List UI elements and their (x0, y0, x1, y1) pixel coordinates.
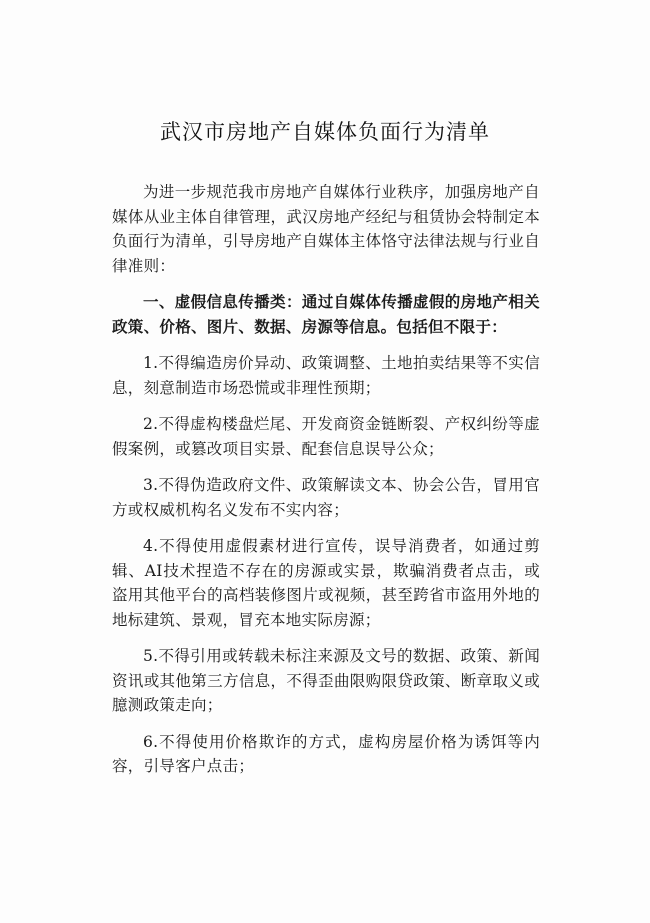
document-body (112, 180, 540, 791)
list-item: 1.不得编造房价异动、政策调整、土地拍卖结果等不实信息，刻意制造市场恐慌或非理性预期； (112, 354, 540, 397)
intro-paragraph: 为进一步规范我市房地产自媒体行业秩序，加强房地产自媒体从业主体自律管理，武汉房地产经纪与租赁协会特制定本负面行为清单，引导房地产自媒体主体恪守法律法规与行业自律准则： (112, 183, 540, 275)
list-item: 3.不得伪造政府文件、政策解读文本、协会公告，冒用官方或权威机构名义发布不实内容； (112, 476, 540, 519)
list-item: 5.不得引用或转载未标注来源及文号的数据、政策、新闻资讯或其他第三方信息，不得歪曲限购限贷政策、断章取义或臆测政策走向； (112, 647, 540, 714)
section-heading: 一、虚假信息传播类：通过自媒体传播虚假的房地产相关政策、价格、图片、数据、房源等信息。包括但不限于： (112, 293, 540, 336)
list-item: 6.不得使用价格欺诈的方式，虚构房屋价格为诱饵等内容，引导客户点击； (112, 732, 540, 775)
document-title: 武汉市房地产自媒体负面行为清单 (160, 120, 490, 144)
list-item: 4.不得使用虚假素材进行宣传，误导消费者，如通过剪辑、AI技术捏造不存在的房源或实景，欺骗消费者点击，或盗用其他平台的高档装修图片或视频，甚至跨省市盗用外地的地标建筑、景观，冒充本地实际房源； (112, 537, 540, 629)
list-item: 2.不得虚构楼盘烂尾、开发商资金链断裂、产权纠纷等虚假案例，或篡改项目实景、配套信息误导公众； (112, 415, 540, 458)
